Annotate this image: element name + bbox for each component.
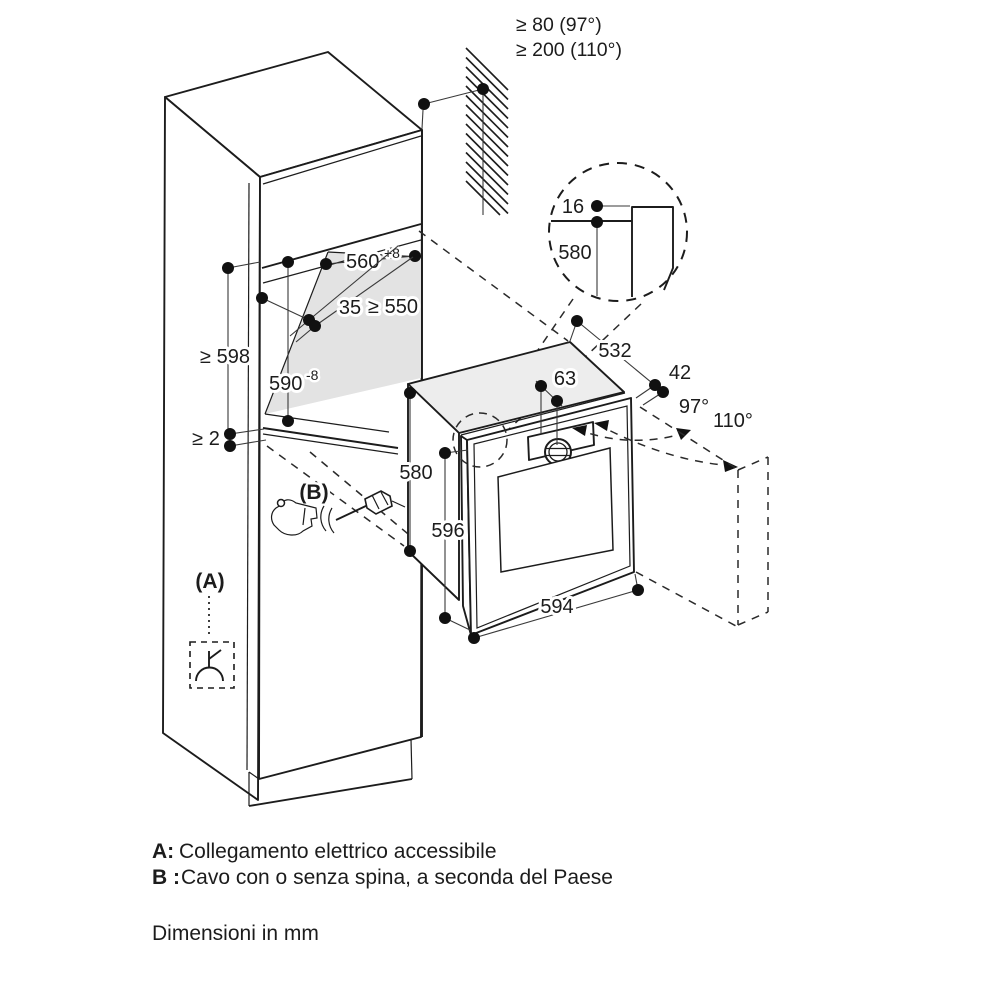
door-open-position [738,457,768,625]
legend-a-key: A: [152,840,175,863]
niche-ledge: 35 [338,297,362,319]
clearance-line1: ≥ 80 (97°) [516,14,602,36]
arc-arrow-icon [723,460,738,472]
door-angle-large: 110° [713,410,753,432]
niche-bottom-gap: ≥ 2 [192,428,220,450]
detail-height: 580 [558,242,592,264]
detail-gap: 16 [561,196,585,218]
oven [408,342,634,635]
oven-depth: 532 [598,340,632,362]
oven-width: 594 [540,596,574,618]
oven-body-height: 580 [399,462,433,484]
label-b: (B) [299,481,329,504]
clearance-line2: ≥ 200 (110°) [516,39,622,61]
detail-circle [549,163,687,301]
niche-front-height: ≥ 598 [200,346,250,368]
oven-front-gap: 42 [668,362,692,384]
legend-b-key: B : [152,866,180,889]
niche-height: 590 [269,373,303,395]
niche-width-tol: +8 [384,245,400,261]
label-a: (A) [195,570,225,593]
niche-depth: ≥ 550 [368,296,418,318]
door-angle-small: 97° [678,396,710,418]
legend-b-text: Cavo con o senza spina, a seconda del Paese [181,866,613,889]
knob-offset: 63 [553,368,577,390]
legend-a-text: Collegamento elettrico accessibile [179,840,497,863]
oven-front-height: 596 [431,520,465,542]
wall-hatch-icon [466,48,508,215]
niche-height-tol: -8 [306,367,319,383]
niche-width: 560 [346,251,380,273]
legend [152,840,613,945]
legend-units: Dimensioni in mm [152,922,319,945]
